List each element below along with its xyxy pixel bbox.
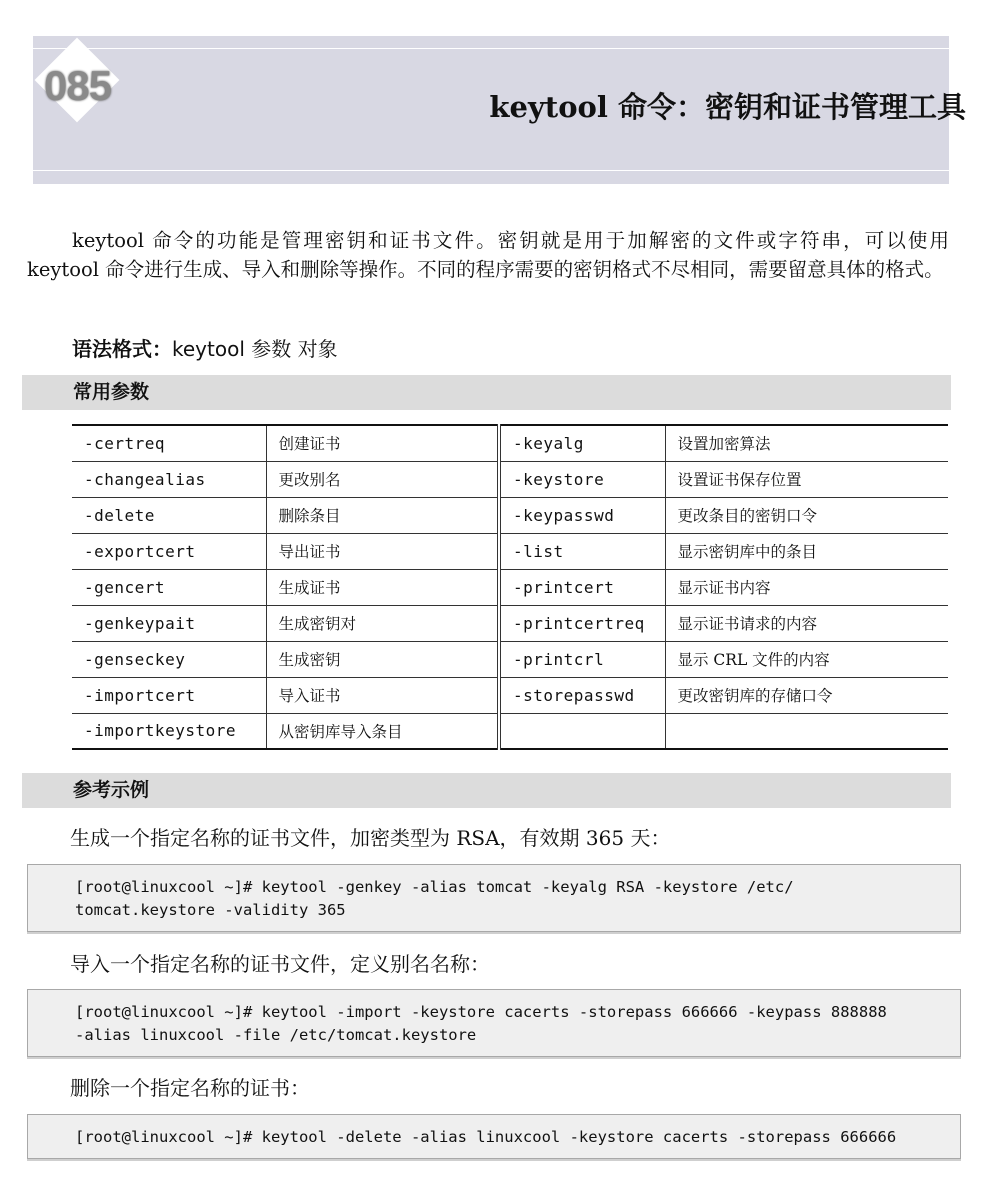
option-name: -keystore (499, 461, 665, 497)
params-section-heading: 常用参数 (22, 375, 951, 410)
option-name: -list (499, 533, 665, 569)
params-row (72, 677, 948, 713)
syntax-line (72, 333, 338, 362)
params-table (72, 424, 948, 750)
example-1-description: 生成一个指定名称的证书文件，加密类型为 RSA，有效期 365 天： (70, 826, 671, 850)
header-top-rule (33, 48, 949, 49)
option-name: -keyalg (499, 425, 665, 461)
option-name: -genkeypait (72, 605, 266, 641)
option-name: -gencert (72, 569, 266, 605)
option-description: 生成证书 (266, 569, 499, 605)
option-name (499, 713, 665, 749)
syntax-label: 语法格式： (72, 337, 172, 361)
option-name: -importcert (72, 677, 266, 713)
params-row (72, 497, 948, 533)
params-row (72, 461, 948, 497)
option-description: 显示密钥库中的条目 (665, 533, 948, 569)
option-description: 更改密钥库的存储口令 (665, 677, 948, 713)
option-description: 生成密钥 (266, 641, 499, 677)
code-line: [root@linuxcool ~]# keytool -import -keystore cacerts -storepass 666666 -keypass 888888 (75, 1003, 887, 1021)
option-name: -changealias (72, 461, 266, 497)
code-line: [root@linuxcool ~]# keytool -genkey -alias tomcat -keyalg RSA -keystore /etc/ (75, 878, 794, 896)
option-name: -certreq (72, 425, 266, 461)
params-row (72, 569, 948, 605)
example-2-description: 导入一个指定名称的证书文件，定义别名名称： (70, 952, 490, 976)
examples-section-heading: 参考示例 (22, 773, 951, 808)
option-name: -genseckey (72, 641, 266, 677)
option-description: 删除条目 (266, 497, 499, 533)
option-description: 设置证书保存位置 (665, 461, 948, 497)
page-title: keytool 命令：密钥和证书管理工具 (489, 90, 966, 124)
option-name: -printcert (499, 569, 665, 605)
option-description: 显示证书内容 (665, 569, 948, 605)
code-line: -alias linuxcool -file /etc/tomcat.keystore (75, 1026, 477, 1044)
option-name: -keypasswd (499, 497, 665, 533)
option-description: 显示 CRL 文件的内容 (665, 641, 948, 677)
example-1-code (27, 864, 961, 932)
option-name: -exportcert (72, 533, 266, 569)
option-description: 导入证书 (266, 677, 499, 713)
option-name: -storepasswd (499, 677, 665, 713)
option-name: -printcrl (499, 641, 665, 677)
code-line: tomcat.keystore -validity 365 (75, 901, 346, 919)
params-row (72, 605, 948, 641)
option-description: 生成密钥对 (266, 605, 499, 641)
option-description (665, 713, 948, 749)
example-3-description: 删除一个指定名称的证书： (70, 1076, 310, 1100)
params-row (72, 641, 948, 677)
option-description: 从密钥库导入条目 (266, 713, 499, 749)
option-name: -delete (72, 497, 266, 533)
option-description: 更改条目的密钥口令 (665, 497, 948, 533)
code-line: [root@linuxcool ~]# keytool -delete -alias linuxcool -keystore cacerts -storepass 666666 (75, 1128, 897, 1146)
option-description: 更改别名 (266, 461, 499, 497)
example-3-code (27, 1114, 961, 1159)
option-description: 导出证书 (266, 533, 499, 569)
header-bottom-rule (33, 170, 949, 171)
option-name: -printcertreq (499, 605, 665, 641)
params-row (72, 713, 948, 749)
option-description: 显示证书请求的内容 (665, 605, 948, 641)
syntax-text: keytool 参数 对象 (172, 337, 338, 361)
params-row (72, 425, 948, 461)
example-2-code (27, 989, 961, 1057)
chapter-number: 085 (44, 62, 112, 109)
option-description: 设置加密算法 (665, 425, 948, 461)
intro-paragraph: keytool 命令的功能是管理密钥和证书文件。密钥就是用于加解密的文件或字符串，可以使用 keytool 命令进行生成、导入和删除等操作。不同的程序需要的密钥格式不尽相同，需要留意具体的格式。 (27, 229, 949, 281)
option-description: 创建证书 (266, 425, 499, 461)
params-row (72, 533, 948, 569)
option-name: -importkeystore (72, 713, 266, 749)
